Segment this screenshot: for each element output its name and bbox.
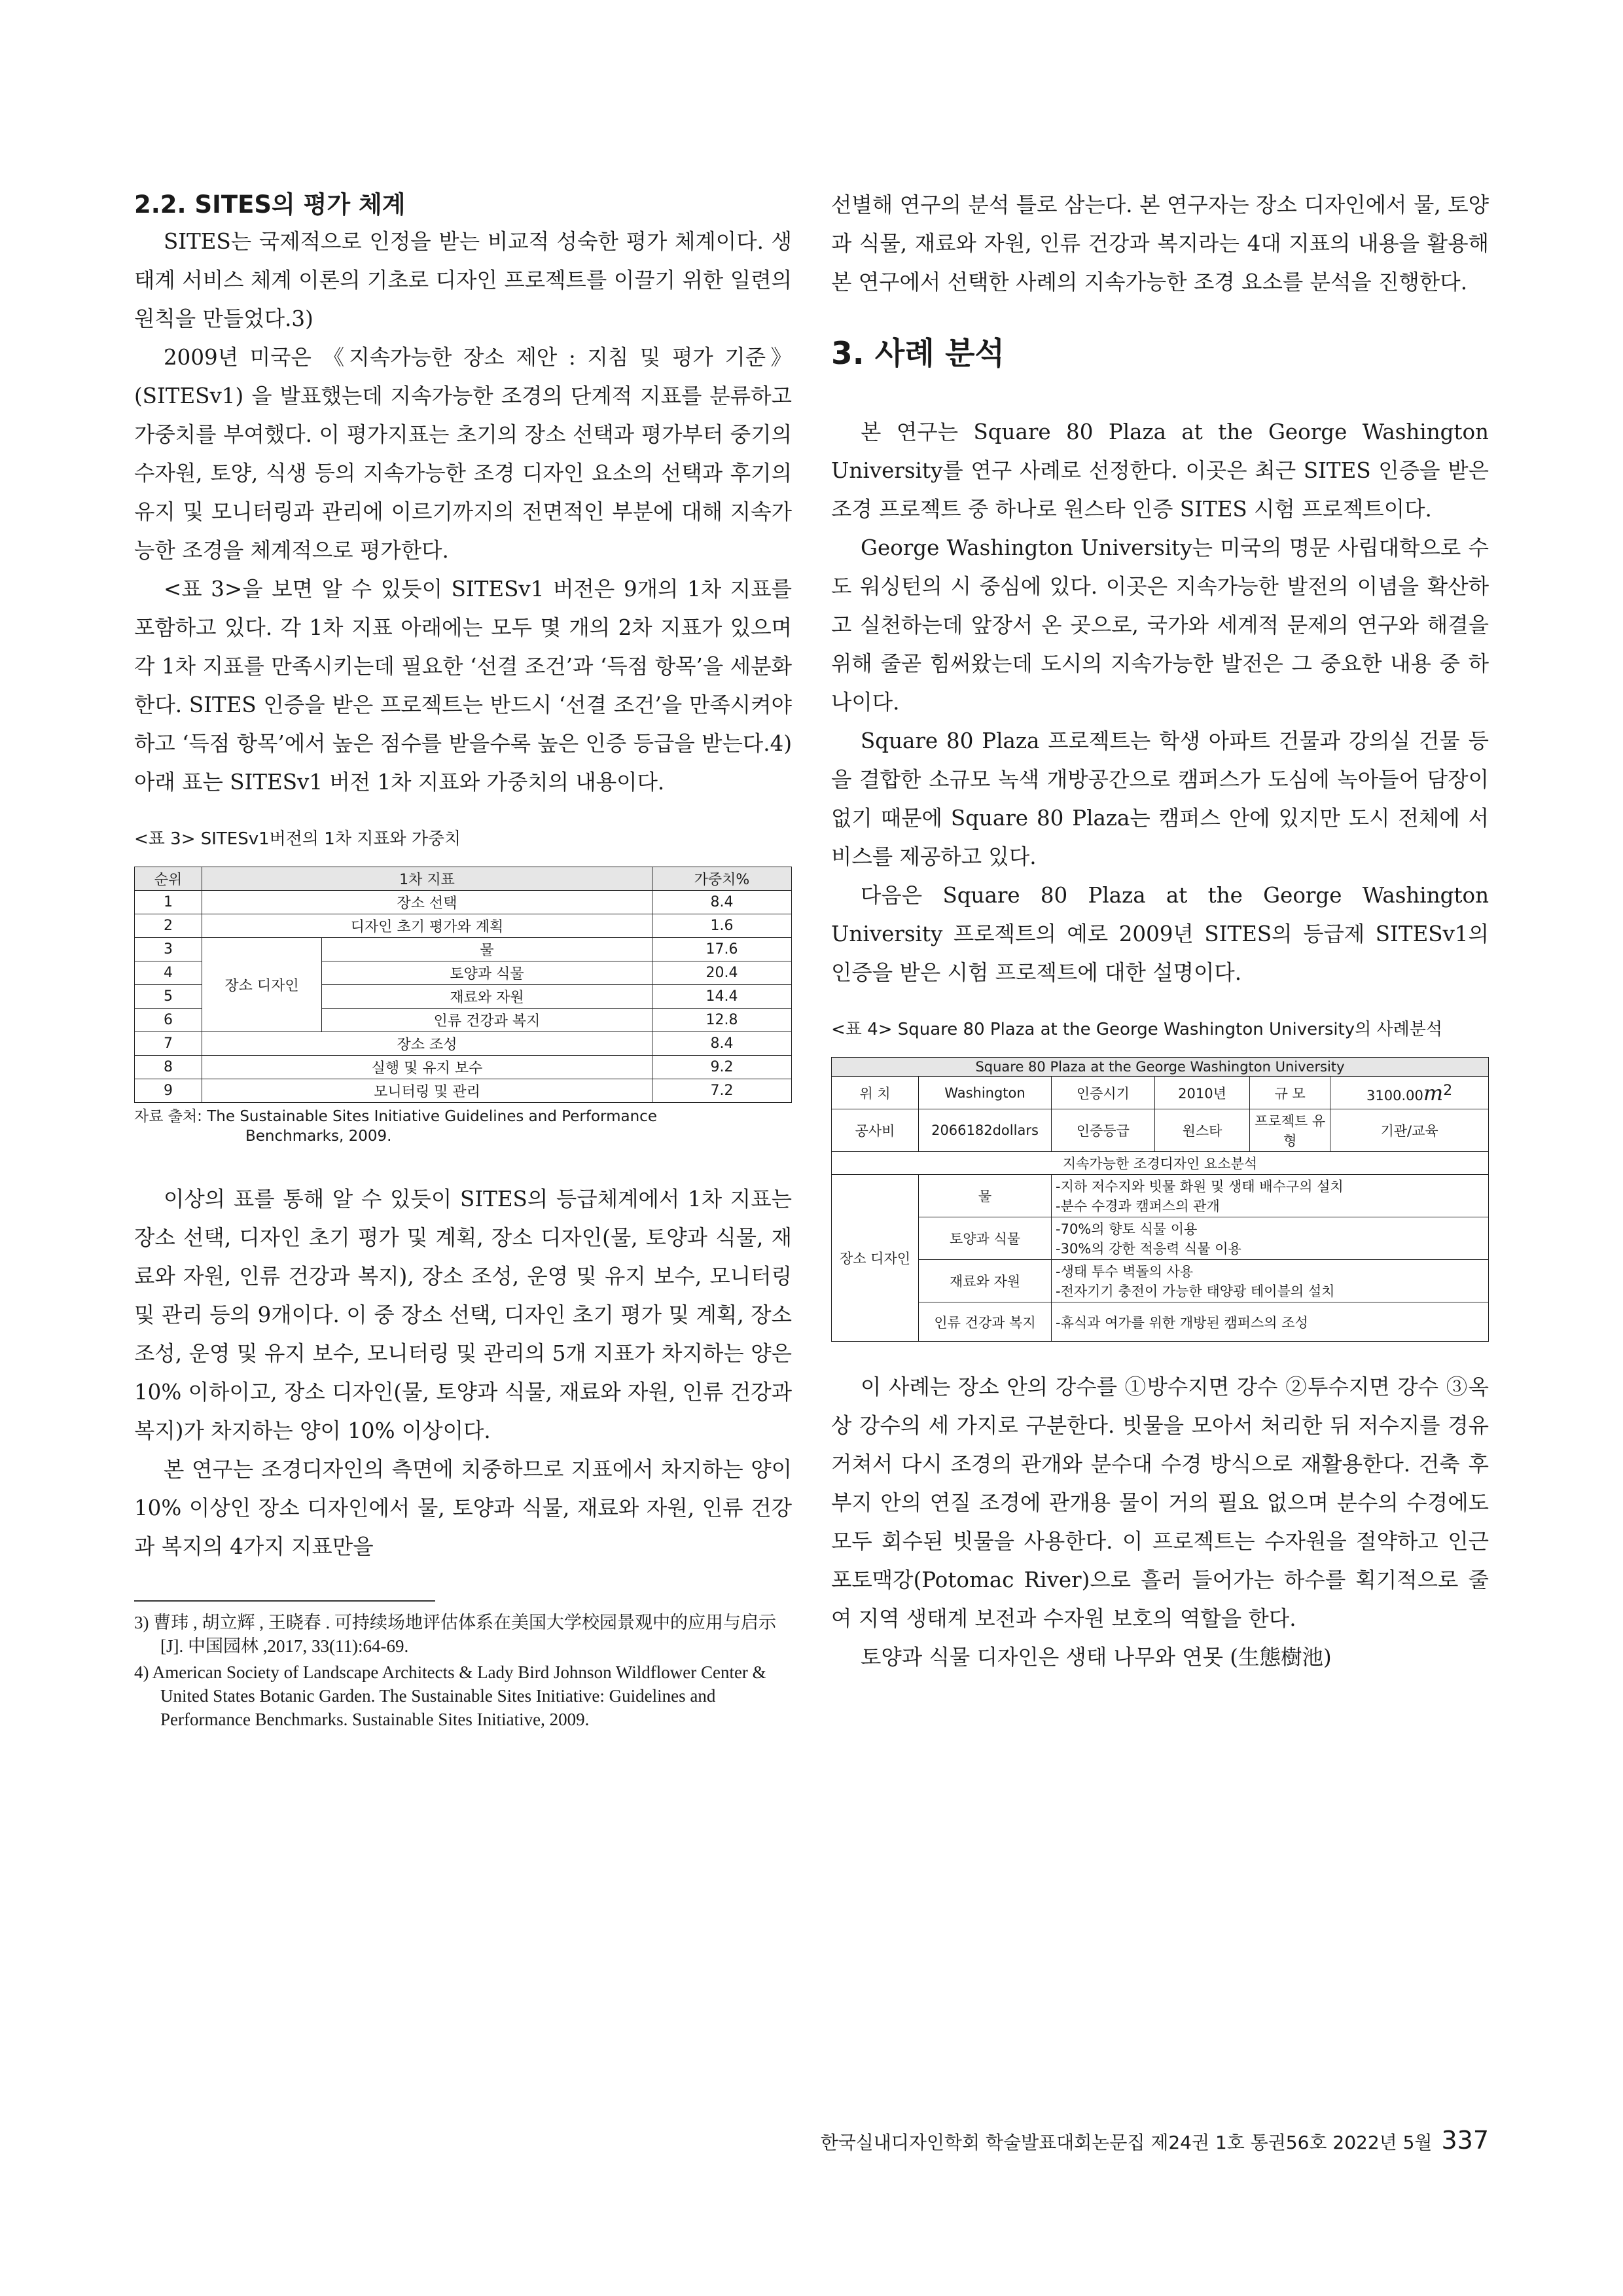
table-row	[832, 1109, 1489, 1152]
table-cell	[1052, 1217, 1489, 1260]
table-title-cell: 지속가능한 조경디자인 요소분석	[832, 1152, 1489, 1175]
table-cell: 8	[135, 1056, 202, 1079]
table-row	[832, 1260, 1489, 1302]
paragraph: 다음은 Square 80 Plaza at the George Washington University 프로젝트의 예로 2009년 SITES의 등급제 SITESv1의 인증을 받은 시험 프로젝트에 대한 설명이다.	[831, 883, 1489, 985]
table-cell: 3	[135, 938, 202, 961]
paragraph: 이 사례는 장소 안의 강수를 ①방수지면 강수 ②투수지면 강수 ③옥상 강수의 세 가지로 구분한다. 빗물을 모아서 처리한 뒤 저수지를 경유 거쳐서 다시 조경의 관개와 분수대 수경 방식으로 재활용한다. 건축 후 부지 안의 연질 조경에 관개용 물이 거의 필요 없으며 분수의 수경에도 모두 회수된 빗물을 사용한다. 이 프로젝트는 수자원을 절약하고 인근 포토맥강(Potomac River)으로 흘러 들어가는 하수를 획기적으로 줄여 지역 생태계 보전과 수자원 보호의 역할을 한다.	[831, 1374, 1489, 1631]
table-cell: 12.8	[652, 1009, 792, 1032]
table-cell: 2	[135, 914, 202, 938]
table-row	[832, 1058, 1489, 1077]
table-title-cell: Square 80 Plaza at the George Washington University	[832, 1058, 1489, 1077]
journal-title: 한국실내디자인학회 학술발표대회논문집 제24권 1호 통권56호 2022년 5월	[820, 2132, 1433, 2153]
table-cell: 1.6	[652, 914, 792, 938]
table-cell: 4	[135, 961, 202, 985]
table-header: 1차 지표	[202, 867, 652, 891]
table-row	[135, 1079, 792, 1103]
table-cell: 재료와 자원	[919, 1260, 1052, 1302]
table-row	[832, 1217, 1489, 1260]
paragraph: 본 연구는 Square 80 Plaza at the George Washington University를 연구 사례로 선정한다. 이곳은 최근 SITES 인증을 받은 조경 프로젝트 중 하나로 원스타 인증 SITES 시험 프로젝트이다.	[831, 420, 1489, 522]
section-heading-2-2: 2.2. SITES의 평가 체계	[134, 190, 406, 219]
table-cell: 7	[135, 1032, 202, 1056]
table-cell: 토양과 식물	[919, 1217, 1052, 1260]
table-cell: 17.6	[652, 938, 792, 961]
scale-unit: m	[1423, 1080, 1444, 1105]
table-cell: 디자인 초기 평가와 계획	[202, 914, 652, 938]
table-row	[135, 891, 792, 914]
table-cell: 2066182dollars	[919, 1109, 1052, 1152]
table-cell: 토양과 식물	[322, 961, 652, 985]
table-header-row	[135, 867, 792, 891]
page-number: 337	[1441, 2126, 1489, 2155]
table-cell	[1330, 1077, 1489, 1109]
table-row	[135, 1032, 792, 1056]
table-row	[832, 1302, 1489, 1342]
paragraph: 이상의 표를 통해 알 수 있듯이 SITES의 등급체계에서 1차 지표는 장소 선택, 디자인 초기 평가 및 계획, 장소 디자인(물, 토양과 식물, 재료와 자원, 인류 건강과 복지), 장소 조성, 운영 및 유지 보수, 모니터링 및 관리 등의 9개이다. 이 중 장소 선택, 디자인 초기 평가 및 계획, 장소 조성, 운영 및 유지 보수, 모니터링 및 관리의 5개 지표가 차지하는 양은 10% 이하이고, 장소 디자인(물, 토양과 식물, 재료와 자원, 인류 건강과 복지)가 차지하는 양이 10% 이상이다.	[134, 1187, 792, 1443]
table-cell: 기관/교육	[1330, 1109, 1489, 1152]
element-line: -분수 수경과 캠퍼스의 관개	[1056, 1198, 1220, 1214]
paragraph: 선별해 연구의 분석 틀로 삼는다. 본 연구자는 장소 디자인에서 물, 토양과 식물, 재료와 자원, 인류 건강과 복지라는 4대 지표의 내용을 활용해 본 연구에서 선택한 사례의 지속가능한 조경 요소를 분석을 진행한다.	[831, 192, 1489, 295]
table-cell	[1052, 1260, 1489, 1302]
table-3-caption: <표 3> SITESv1버전의 1차 지표와 가중치	[134, 829, 461, 849]
table-label-cell: 인증등급	[1052, 1109, 1155, 1152]
table-row	[832, 1077, 1489, 1109]
table-cell	[1052, 1302, 1489, 1342]
table-label-cell: 위 치	[832, 1077, 919, 1109]
table-cell: 2010년	[1154, 1077, 1249, 1109]
element-line: -생태 투수 벽돌의 사용	[1056, 1264, 1194, 1280]
table-4	[831, 1057, 1489, 1342]
table-group-cell: 장소 디자인	[202, 938, 322, 1032]
element-line: -30%의 강한 적응력 식물 이용	[1056, 1241, 1241, 1257]
element-line: -전자기기 충전이 가능한 태양광 테이블의 설치	[1056, 1283, 1335, 1299]
table-row	[135, 914, 792, 938]
table-row	[135, 938, 792, 961]
table-cell: 실행 및 유지 보수	[202, 1056, 652, 1079]
table-label-cell: 규 모	[1250, 1077, 1330, 1109]
table-cell: 장소 선택	[202, 891, 652, 914]
table-cell: 원스타	[1154, 1109, 1249, 1152]
table-cell: 6	[135, 1009, 202, 1032]
table-cell: Washington	[919, 1077, 1052, 1109]
table-cell: 9	[135, 1079, 202, 1103]
source-line: 자료 출처: The Sustainable Sites Initiative Guidelines and Performance	[134, 1108, 657, 1125]
table-cell: 재료와 자원	[322, 985, 652, 1009]
table-label-cell: 공사비	[832, 1109, 919, 1152]
element-line: -70%의 향토 식물 이용	[1056, 1221, 1198, 1237]
table-cell: 7.2	[652, 1079, 792, 1103]
table-cell	[1052, 1175, 1489, 1217]
table-header: 순위	[135, 867, 202, 891]
paragraph: George Washington University는 미국의 명문 사립대학으로 수도 워싱턴의 시 중심에 있다. 이곳은 지속가능한 발전의 이념을 확산하고 실천하는데 앞장서 온 곳으로, 국가와 세계적 문제의 연구와 해결을 위해 줄곧 힘써왔는데 도시의 지속가능한 발전은 그 중요한 내용 중 하나이다.	[831, 535, 1489, 715]
scale-value: 3100.00	[1366, 1087, 1423, 1103]
footnote-4: 4) American Society of Landscape Architects & Lady Bird Johnson Wildflower Center & United States Botanic Garden. The Sustainable Sites Initiative: Guidelines and Performance Benchmarks. Sustainable Sites Initiative, 2009.	[134, 1662, 766, 1729]
table-cell: 모니터링 및 관리	[202, 1079, 652, 1103]
paragraph: 토양과 식물 디자인은 생태 나무와 연못 (生態樹池)	[861, 1645, 1332, 1670]
table-cell: 인류 건강과 복지	[919, 1302, 1052, 1342]
table-cell: 14.4	[652, 985, 792, 1009]
table-cell: 5	[135, 985, 202, 1009]
element-line: -휴식과 여가를 위한 개방된 캠퍼스의 조성	[1056, 1314, 1308, 1331]
paragraph: SITES는 국제적으로 인정을 받는 비교적 성숙한 평가 체계이다. 생태계 서비스 체계 이론의 기초로 디자인 프로젝트를 이끌기 위한 일련의 원칙을 만들었다.3)	[134, 229, 792, 331]
footnote-divider	[134, 1600, 435, 1602]
paragraph: Square 80 Plaza 프로젝트는 학생 아파트 건물과 강의실 건물 등을 결합한 소규모 녹색 개방공간으로 캠퍼스가 도심에 녹아들어 담장이 없기 때문에 Square 80 Plaza는 캠퍼스 안에 있지만 도시 전체에 서비스를 제공하고 있다.	[831, 728, 1489, 869]
scale-exponent: 2	[1443, 1082, 1453, 1099]
table-cell: 물	[322, 938, 652, 961]
table-3	[134, 867, 792, 1103]
paragraph: 2009년 미국은 《지속가능한 장소 제안 : 지침 및 평가 기준》 (SITESv1) 을 발표했는데 지속가능한 조경의 단계적 지표를 분류하고 가중치를 부여했다. 이 평가지표는 초기의 장소 선택과 평가부터 중기의 수자원, 토양, 식생 등의 지속가능한 조경 디자인 요소의 선택과 후기의 유지 및 모니터링과 관리에 이르기까지의 전면적인 부분에 대해 지속가능한 조경을 체계적으로 평가한다.	[134, 345, 792, 563]
table-cell: 인류 건강과 복지	[322, 1009, 652, 1032]
table-header: 가중치%	[652, 867, 792, 891]
footnote-3: 3) 曹玮 , 胡立辉 , 王晓春 . 可持续场地评估体系在美国大学校园景观中的应用与启示 [J]. 中国园林 ,2017, 33(11):64-69.	[134, 1613, 776, 1656]
paragraph: 본 연구는 조경디자인의 측면에 치중하므로 지표에서 차지하는 양이 10% 이상인 장소 디자인에서 물, 토양과 식물, 재료와 자원, 인류 건강과 복지의 4가지 지표만을	[134, 1457, 792, 1559]
table-group-cell: 장소 디자인	[832, 1175, 919, 1342]
table-row	[832, 1152, 1489, 1175]
table-cell: 9.2	[652, 1056, 792, 1079]
table-cell: 8.4	[652, 1032, 792, 1056]
paragraph: <표 3>을 보면 알 수 있듯이 SITESv1 버전은 9개의 1차 지표를 포함하고 있다. 각 1차 지표 아래에는 모두 몇 개의 2차 지표가 있으며 각 1차 지표를 만족시키는데 필요한 ‘선결 조건’과 ‘득점 항목’을 세분화한다. SITES 인증을 받은 프로젝트는 반드시 ‘선결 조건’을 만족시켜야하고 ‘득점 항목’에서 높은 점수를 받을수록 높은 인증 등급을 받는다.4) 아래 표는 SITESv1 버전 1차 지표와 가중치의 내용이다.	[134, 577, 792, 795]
page-footer	[821, 2126, 1489, 2155]
table-cell: 물	[919, 1175, 1052, 1217]
table-cell: 20.4	[652, 961, 792, 985]
source-line: Benchmarks, 2009.	[245, 1128, 392, 1145]
table-row	[832, 1175, 1489, 1217]
right-column	[831, 177, 1489, 1677]
table-label-cell: 인증시기	[1052, 1077, 1155, 1109]
left-column	[134, 177, 792, 1734]
table-4-caption: <표 4> Square 80 Plaza at the George Washington University의 사례분석	[831, 1020, 1443, 1039]
table-cell: 장소 조성	[202, 1032, 652, 1056]
element-line: -지하 저수지와 빗물 화원 및 생태 배수구의 설치	[1056, 1179, 1344, 1194]
table-3-source	[134, 1107, 792, 1146]
table-label-cell: 프로젝트 유형	[1250, 1109, 1330, 1152]
section-heading-3: 3. 사례 분석	[831, 336, 1005, 372]
table-cell: 8.4	[652, 891, 792, 914]
table-row	[135, 1056, 792, 1079]
table-cell: 1	[135, 891, 202, 914]
